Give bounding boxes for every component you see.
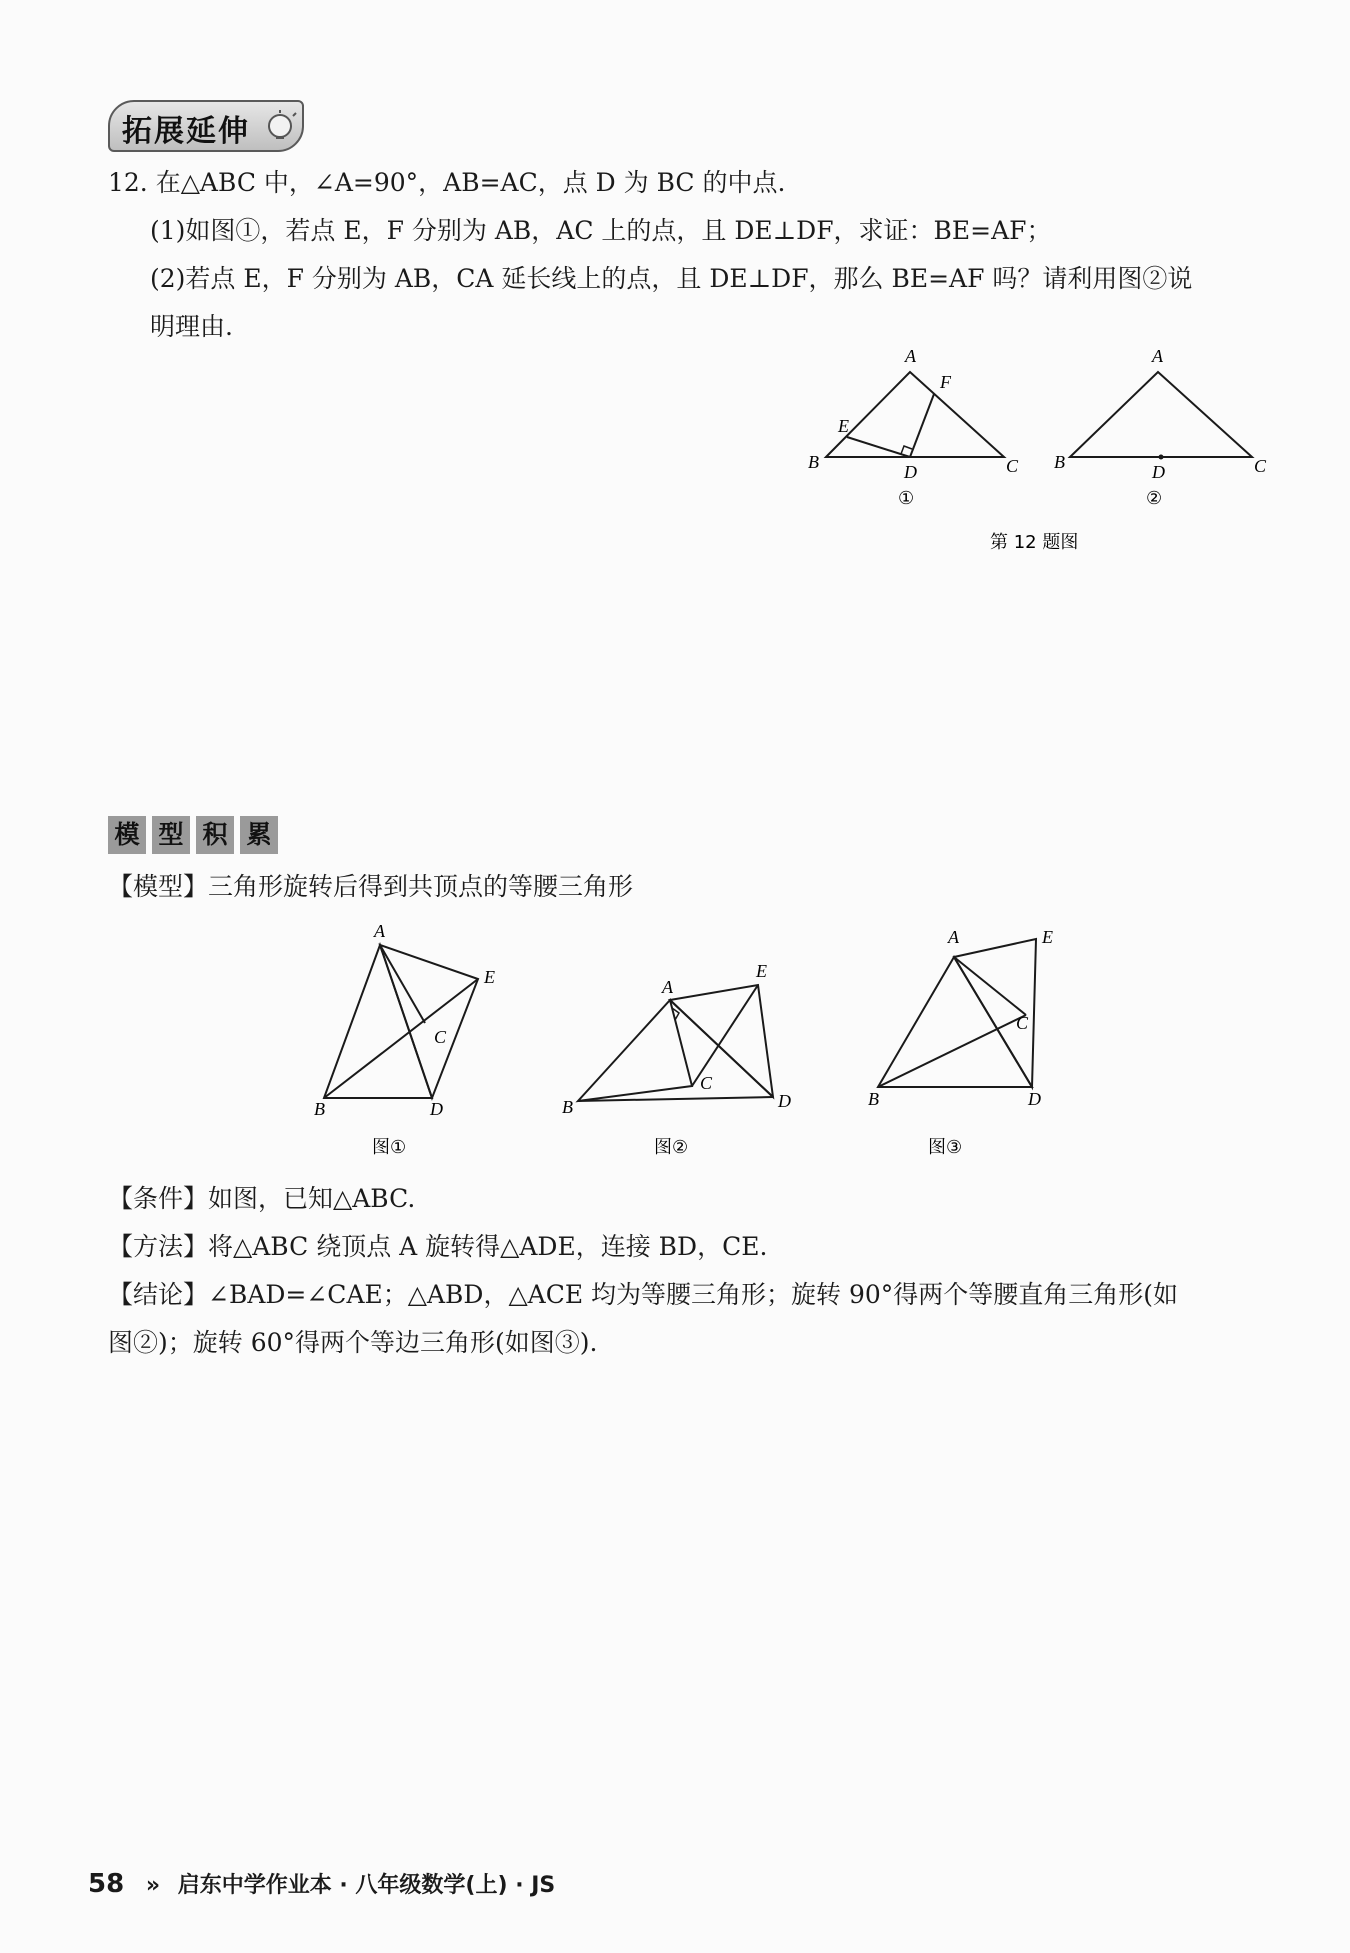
fig2-label-d: D xyxy=(1152,462,1165,482)
condition-line: 【条件】如图，已知△ABC. xyxy=(108,1184,416,1213)
m3-label-d: D xyxy=(1028,1089,1041,1109)
section-badge-model xyxy=(108,816,278,854)
problem-line-1: 12. 在△ABC 中，∠A=90°，AB=AC，点 D 为 BC 的中点. xyxy=(108,168,786,197)
model-fig1 xyxy=(314,921,495,1158)
model-caption-3: 图③ xyxy=(928,1137,963,1158)
m1-label-a: A xyxy=(374,921,385,941)
fig1-label-d: D xyxy=(904,462,917,482)
fig2-label-c: C xyxy=(1254,456,1267,476)
section-title: 拓展延伸 xyxy=(122,114,250,149)
fig1-segment-df xyxy=(910,394,934,457)
method-line: 【方法】将△ABC 绕顶点 A 旋转得△ADE，连接 BD，CE. xyxy=(108,1232,768,1261)
problem-line-2: (1)如图①，若点 E，F 分别为 AB，AC 上的点，且 DE⊥DF，求证：BE=AF； xyxy=(150,216,1052,245)
book-title: 启东中学作业本 · 八年级数学(上) · JS xyxy=(177,1873,556,1898)
section-badge-extension xyxy=(108,100,304,152)
fig2-point-d xyxy=(1159,455,1164,460)
fig2-number: ② xyxy=(1146,488,1163,509)
m3-label-c: C xyxy=(1016,1013,1029,1033)
footer-arrows: » xyxy=(145,1873,161,1898)
fig1-label-e: E xyxy=(838,416,849,436)
fig2-label-b: B xyxy=(1054,452,1065,472)
m3-label-b: B xyxy=(868,1089,879,1109)
fig1-number: ① xyxy=(898,488,915,509)
problem-line-4: 明理由. xyxy=(150,312,233,341)
m1-label-b: B xyxy=(314,1099,325,1119)
fig2-triangle-abc xyxy=(1070,372,1252,457)
m2-label-c: C xyxy=(700,1073,713,1093)
problem-12-figure xyxy=(800,340,1280,580)
model-line: 【模型】三角形旋转后得到共顶点的等腰三角形 xyxy=(108,872,634,901)
model-fig2 xyxy=(562,961,791,1158)
conclusion-line-2: 图②)；旋转 60°得两个等边三角形(如图③). xyxy=(108,1328,598,1357)
problem-line-3: (2)若点 E，F 分别为 AB，CA 延长线上的点，且 DE⊥DF，那么 BE=AF 吗？请利用图②说 xyxy=(150,264,1193,293)
fig1-right-angle-mark xyxy=(901,446,912,454)
m1-label-c: C xyxy=(434,1027,447,1047)
m3-label-a: A xyxy=(948,927,959,947)
fig1-segment-de xyxy=(847,437,910,457)
fig1-label-a: A xyxy=(905,346,916,366)
model-title-char-2: 型 xyxy=(152,816,190,854)
m2-label-e: E xyxy=(756,961,767,981)
conclusion-line-1: 【结论】∠BAD=∠CAE；△ABD，△ACE 均为等腰三角形；旋转 90°得两个等腰直角三角形(如 xyxy=(108,1280,1179,1309)
model-title-char-4: 累 xyxy=(240,816,278,854)
model-figures xyxy=(300,915,1100,1175)
lightbulb-icon xyxy=(260,108,300,148)
model-caption-1: 图① xyxy=(372,1137,407,1158)
fig1-label-c: C xyxy=(1006,456,1019,476)
m3-label-e: E xyxy=(1042,927,1053,947)
model-caption-2: 图② xyxy=(654,1137,689,1158)
model-title-char-1: 模 xyxy=(108,816,146,854)
fig1-label-b: B xyxy=(808,452,819,472)
m2-label-b: B xyxy=(562,1097,573,1117)
fig2-label-a: A xyxy=(1152,346,1163,366)
page-footer xyxy=(88,1868,555,1899)
m2-label-d: D xyxy=(778,1091,791,1111)
page-number: 58 xyxy=(88,1869,125,1899)
model-fig3 xyxy=(868,927,1053,1158)
fig1-label-f: F xyxy=(940,372,951,392)
fig12-caption: 第 12 题图 xyxy=(990,532,1079,553)
m1-label-d: D xyxy=(430,1099,443,1119)
m1-label-e: E xyxy=(484,967,495,987)
m2-label-a: A xyxy=(662,977,673,997)
model-title-char-3: 积 xyxy=(196,816,234,854)
